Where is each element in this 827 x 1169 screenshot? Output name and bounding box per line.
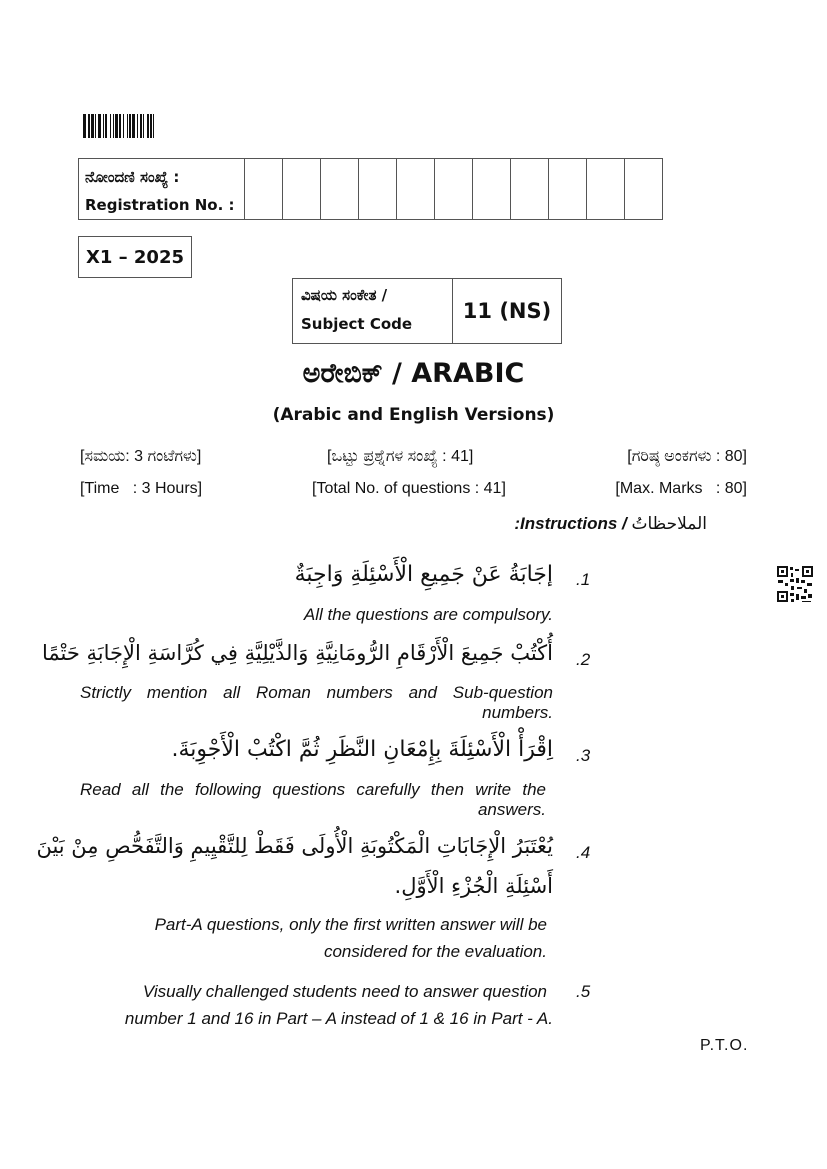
instruction-4-english-line1: Part-A questions, only the first written answer will be	[154, 915, 547, 934]
barcode-icon	[83, 114, 223, 138]
instruction-4-english-line2: considered for the evaluation.	[323, 942, 547, 961]
instruction-2-arabic: أُكْتُبْ جَمِيعَ الْأَرْقَامِ الرُّومَانِيَّةِ وَالذَّيْلِيَّةِ فِي كُرَّاسَةِ الْإِجَابَةِ حَتْمًا	[41, 641, 553, 665]
instructions-heading-arabic: الملاحظاتُ	[631, 514, 707, 534]
subject-code-label-kannada: ವಿಷಯ ಸಂಕೇತ /	[301, 286, 388, 304]
qr-code-icon	[776, 565, 814, 603]
registration-digit-box	[397, 159, 435, 220]
questions-english: [Total No. of questions : 41]	[312, 480, 506, 497]
instructions-heading-english: :Instructions /	[514, 514, 627, 533]
subject-code-value: 11 (NS)	[453, 279, 562, 344]
registration-digit-box	[625, 159, 663, 220]
page-subtitle: (Arabic and English Versions)	[272, 405, 555, 425]
instruction-1-number: .1	[576, 570, 591, 589]
instruction-4-arabic-line1: يُعْتَبَرُ الْإِجَابَاتِ الْمَكْتُوبَةِ الْأُولَى فَقَطْ لِلتَّقْيِيمِ وَالتَّفَحُّصِ مِنْ بَيْنَ	[36, 834, 553, 858]
instruction-2-number: .2	[576, 650, 591, 669]
marks-english: [Max. Marks : 80]	[615, 480, 747, 497]
registration-digit-box	[359, 159, 397, 220]
time-kannada: [ಸಮಯ: 3 ಗಂಟೆಗಳು]	[80, 448, 202, 465]
registration-label-english: Registration No. :	[85, 196, 235, 214]
subject-code-label	[293, 279, 453, 344]
instruction-5-number: .5	[576, 982, 591, 1001]
instruction-5-english-line1: Visually challenged students need to answer question	[142, 982, 547, 1001]
registration-digit-box	[549, 159, 587, 220]
questions-kannada: [ಒಟ್ಟು ಪ್ರಶ್ನೆಗಳ ಸಂಖ್ಯೆ : 41]	[327, 448, 474, 465]
page-title: ಅರೇಬಿಕ್ / ARABIC	[302, 358, 525, 389]
registration-digit-box	[321, 159, 359, 220]
pto-label: P.T.O.	[700, 1037, 749, 1054]
instruction-2-english: Strictly mention all Roman numbers and Sub-question numbers.	[80, 683, 553, 722]
instructions-heading	[514, 514, 707, 534]
registration-digit-box	[473, 159, 511, 220]
instruction-3-arabic: اِقْرَأْ الْأَسْئِلَةَ بِإِمْعَانِ النَّظَرِ ثُمَّ اكْتُبْ الْأَجْوِبَةَ.	[171, 737, 553, 762]
instruction-1-arabic: إجَابَةُ عَنْ جَمِيعِ الْأَسْئِلَةِ وَاجِبَةٌ	[294, 562, 553, 587]
subject-code-label-english: Subject Code	[301, 315, 413, 333]
registration-table	[78, 158, 663, 220]
subject-code-table	[292, 278, 562, 344]
instruction-1-english: All the questions are compulsory.	[303, 605, 553, 624]
instruction-4-arabic-line2: أَسْئِلَةِ الْجُزْءِ الْأَوَّلِ.	[394, 874, 553, 898]
registration-digit-box	[511, 159, 549, 220]
time-english: [Time : 3 Hours]	[80, 480, 203, 497]
instruction-5-english-line2: number 1 and 16 in Part – A instead of 1 & 16 in Part - A.	[124, 1009, 553, 1028]
instruction-3-number: .3	[576, 746, 591, 765]
registration-digit-box	[245, 159, 283, 220]
instruction-3-english: Read all the following questions carefully then write the answers.	[80, 780, 546, 819]
registration-label	[79, 159, 245, 220]
registration-label-kannada: ನೋಂದಣಿ ಸಂಖ್ಯೆ :	[85, 168, 180, 186]
marks-kannada: [ಗರಿಷ್ಠ ಅಂಕಗಳು : 80]	[627, 448, 747, 465]
registration-digit-box	[587, 159, 625, 220]
instruction-4-number: .4	[576, 843, 591, 862]
registration-digit-box	[435, 159, 473, 220]
registration-digit-box	[283, 159, 321, 220]
exam-code: X1 – 2025	[78, 236, 192, 278]
